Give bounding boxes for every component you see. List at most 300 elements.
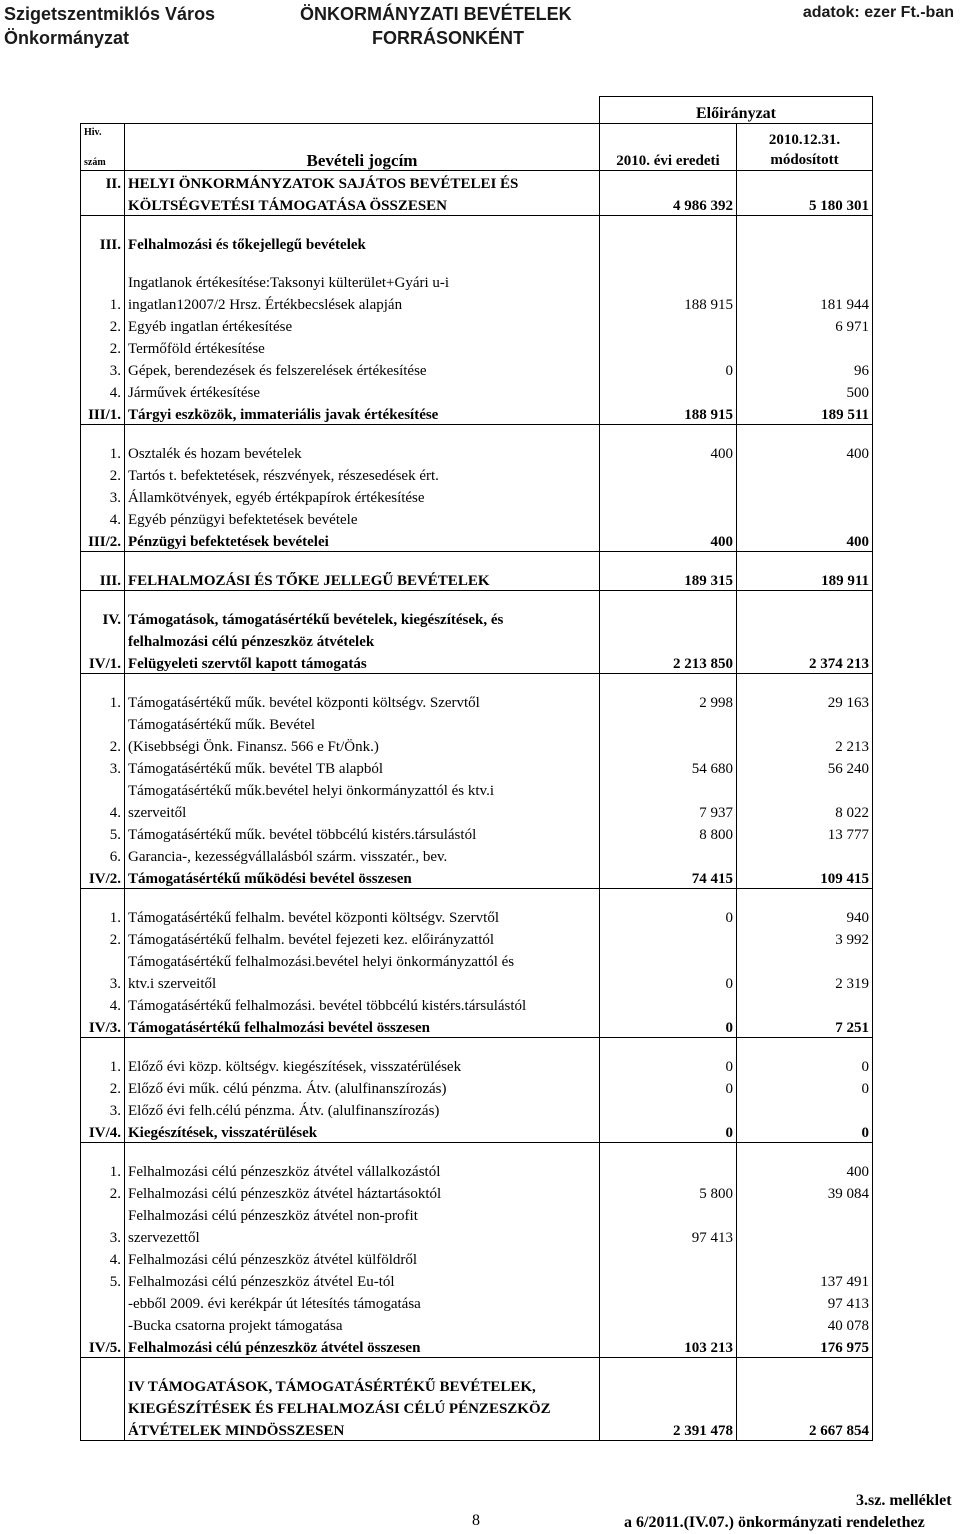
table-row [81, 485, 873, 507]
row-number: 3. [81, 971, 125, 993]
row-original [600, 1247, 737, 1269]
row-modified [737, 889, 873, 906]
table-row [81, 568, 873, 591]
table-row [81, 1358, 873, 1375]
revenue-table [80, 96, 873, 1441]
row-original [600, 1291, 737, 1313]
table-row [81, 844, 873, 866]
row-original [600, 1159, 737, 1181]
table-row [81, 1313, 873, 1335]
row-modified: 181 944 [737, 292, 873, 314]
row-label: Tartós t. befektetések, részvények, részesedések ért. [125, 463, 600, 485]
row-number [81, 674, 125, 691]
table-row [81, 441, 873, 463]
row-label: Előző évi közp. költségv. kiegészítések, visszatérülések [125, 1054, 600, 1076]
row-original: 7 937 [600, 800, 737, 822]
row-label: Felhalmozási célú pénzeszköz átvétel külföldről [125, 1247, 600, 1269]
row-modified [737, 778, 873, 800]
row-modified [737, 485, 873, 507]
row-label: -Bucka csatorna projekt támogatása [125, 1313, 600, 1335]
row-label: Felügyeleti szervtől kapott támogatás [125, 651, 600, 674]
row-original: 188 915 [600, 292, 737, 314]
row-label: Támogatásértékű műk. Bevétel [125, 712, 600, 734]
row-modified: 0 [737, 1120, 873, 1143]
row-modified [737, 1098, 873, 1120]
row-number: 4. [81, 380, 125, 402]
row-label: szervezettől [125, 1225, 600, 1247]
decree-label: a 6/2011.(IV.07.) önkormányzati rendelethez [624, 1514, 925, 1531]
row-label: Támogatásértékű felhalm. bevétel központi költségv. Szervtől [125, 905, 600, 927]
row-modified [737, 674, 873, 691]
table-row [81, 1120, 873, 1143]
row-label: Támogatásértékű felhalm. bevétel fejezeti kez. előirányzattól [125, 927, 600, 949]
row-label: Kiegészítések, visszatérülések [125, 1120, 600, 1143]
row-number: III/2. [81, 529, 125, 552]
row-modified [737, 270, 873, 292]
row-original [600, 1396, 737, 1418]
row-modified: 940 [737, 905, 873, 927]
row-number: IV/1. [81, 651, 125, 674]
row-original: 2 391 478 [600, 1418, 737, 1441]
row-label: HELYI ÖNKORMÁNYZATOK SAJÁTOS BEVÉTELEI ÉS [125, 171, 600, 194]
row-modified [737, 993, 873, 1015]
row-original [600, 949, 737, 971]
row-label: ÁTVÉTELEK MINDÖSSZESEN [125, 1418, 600, 1441]
table-row [81, 292, 873, 314]
table-row [81, 993, 873, 1015]
row-number: 3. [81, 358, 125, 380]
row-number: 4. [81, 993, 125, 1015]
row-number [81, 949, 125, 971]
table-row [81, 1418, 873, 1441]
row-label: KIEGÉSZÍTÉSEK ÉS FELHALMOZÁSI CÉLÚ PÉNZESZKÖZ [125, 1396, 600, 1418]
row-original [600, 889, 737, 906]
table-row [81, 1015, 873, 1038]
row-modified [737, 1374, 873, 1396]
row-number: IV/5. [81, 1335, 125, 1358]
table-row [81, 629, 873, 651]
row-number [81, 1313, 125, 1335]
row-label: Államkötvények, egyéb értékpapírok értékesítése [125, 485, 600, 507]
row-modified: 97 413 [737, 1291, 873, 1313]
row-modified: 8 022 [737, 800, 873, 822]
table-row [81, 1269, 873, 1291]
row-modified: 3 992 [737, 927, 873, 949]
row-original: 400 [600, 441, 737, 463]
row-number [81, 270, 125, 292]
row-original: 8 800 [600, 822, 737, 844]
row-modified: 400 [737, 441, 873, 463]
row-number: 2. [81, 927, 125, 949]
row-label: IV TÁMOGATÁSOK, TÁMOGATÁSÉRTÉKŰ BEVÉTELEK, [125, 1374, 600, 1396]
table-row [81, 552, 873, 569]
row-original: 54 680 [600, 756, 737, 778]
table-row [81, 270, 873, 292]
row-original: 0 [600, 358, 737, 380]
row-number: 3. [81, 1098, 125, 1120]
table-row [81, 927, 873, 949]
row-number [81, 1291, 125, 1313]
table-row [81, 358, 873, 380]
row-label: Támogatásértékű műk.bevétel helyi önkormányzattól és ktv.i [125, 778, 600, 800]
table-row [81, 591, 873, 608]
row-modified [737, 336, 873, 358]
row-label: Tárgyi eszközök, immateriális javak értékesítése [125, 402, 600, 425]
row-number [81, 591, 125, 608]
table-row [81, 314, 873, 336]
row-modified [737, 949, 873, 971]
hiv-header [81, 124, 125, 171]
row-original: 0 [600, 1015, 737, 1038]
row-original [600, 425, 737, 442]
row-modified [737, 171, 873, 194]
row-number: 6. [81, 844, 125, 866]
row-label: -ebből 2009. évi kerékpár út létesítés támogatása [125, 1291, 600, 1313]
row-original: 2 998 [600, 690, 737, 712]
table-row [81, 651, 873, 674]
row-label: felhalmozási célú pénzeszköz átvételek [125, 629, 600, 651]
row-modified [737, 425, 873, 442]
row-original: 0 [600, 1120, 737, 1143]
row-label [125, 254, 600, 270]
report-title [300, 2, 720, 50]
row-original [600, 485, 737, 507]
row-original: 400 [600, 529, 737, 552]
row-original [600, 607, 737, 629]
row-label [125, 216, 600, 233]
original-header: 2010. évi eredeti [600, 124, 737, 171]
row-number: III/1. [81, 402, 125, 425]
table-row [81, 1181, 873, 1203]
row-modified [737, 844, 873, 866]
row-modified: 137 491 [737, 1269, 873, 1291]
row-number [81, 216, 125, 233]
row-original: 0 [600, 1076, 737, 1098]
row-modified [737, 216, 873, 233]
table-row [81, 529, 873, 552]
row-number [81, 1203, 125, 1225]
row-original: 0 [600, 905, 737, 927]
row-original [600, 1203, 737, 1225]
row-label [125, 425, 600, 442]
table-row [81, 1054, 873, 1076]
table-row [81, 607, 873, 629]
page-number: 8 [472, 1512, 480, 1529]
row-label: Felhalmozási célú pénzeszköz átvétel összesen [125, 1335, 600, 1358]
row-label: Támogatásértékű működési bevétel összesen [125, 866, 600, 889]
row-original: 5 800 [600, 1181, 737, 1203]
row-label [125, 1143, 600, 1160]
row-modified: 0 [737, 1054, 873, 1076]
table-row [81, 232, 873, 254]
row-label: Felhalmozási célú pénzeszköz átvétel non-profit [125, 1203, 600, 1225]
row-modified [737, 629, 873, 651]
table-row [81, 1143, 873, 1160]
row-modified: 189 911 [737, 568, 873, 591]
row-original [600, 1143, 737, 1160]
row-label: Pénzügyi befektetések bevételei [125, 529, 600, 552]
row-number [81, 889, 125, 906]
row-original [600, 336, 737, 358]
table-row [81, 254, 873, 270]
row-number: 1. [81, 441, 125, 463]
table-row [81, 402, 873, 425]
row-number: IV/4. [81, 1120, 125, 1143]
row-label: ingatlan12007/2 Hrsz. Értékbecslések alapján [125, 292, 600, 314]
row-number [81, 552, 125, 569]
table-row [81, 822, 873, 844]
row-number: II. [81, 171, 125, 194]
row-label: Támogatásértékű felhalmozási.bevétel helyi önkormányzattól és [125, 949, 600, 971]
units-note: adatok: ezer Ft.-ban [802, 4, 954, 21]
table-row [81, 1098, 873, 1120]
row-label: Támogatásértékű műk. bevétel többcélú kistérs.társulástól [125, 822, 600, 844]
row-number: 5. [81, 822, 125, 844]
row-label: Járművek értékesítése [125, 380, 600, 402]
row-modified: 13 777 [737, 822, 873, 844]
table-row [81, 1335, 873, 1358]
table-row [81, 336, 873, 358]
row-number [81, 629, 125, 651]
table-row [81, 1038, 873, 1055]
table-row [81, 171, 873, 194]
row-label: Egyéb pénzügyi befektetések bevétele [125, 507, 600, 529]
row-original [600, 314, 737, 336]
table-row [81, 778, 873, 800]
row-label: szerveitől [125, 800, 600, 822]
table-row [81, 1225, 873, 1247]
row-number [81, 1418, 125, 1441]
row-number [81, 1358, 125, 1375]
row-original [600, 1038, 737, 1055]
table-body [81, 171, 873, 1441]
row-label: Felhalmozási célú pénzeszköz átvétel háztartásoktól [125, 1181, 600, 1203]
row-original: 97 413 [600, 1225, 737, 1247]
row-number: 4. [81, 507, 125, 529]
row-modified [737, 1247, 873, 1269]
org-name-line1: Szigetszentmiklós Város [4, 4, 216, 24]
row-modified: 176 975 [737, 1335, 873, 1358]
row-modified: 109 415 [737, 866, 873, 889]
table-row [81, 756, 873, 778]
table-row [81, 1291, 873, 1313]
table-row [81, 193, 873, 216]
hiv-header-line1: Hiv. [84, 127, 102, 138]
row-modified [737, 607, 873, 629]
annex-label: 3.sz. melléklet [856, 1492, 952, 1509]
row-number: 1. [81, 1159, 125, 1181]
row-number [81, 712, 125, 734]
row-original: 4 986 392 [600, 193, 737, 216]
row-number: 3. [81, 756, 125, 778]
row-number: III. [81, 232, 125, 254]
row-label: Ingatlanok értékesítése:Taksonyi külterület+Gyári u-i [125, 270, 600, 292]
row-original: 74 415 [600, 866, 737, 889]
row-label: Gépek, berendezések és felszerelések értékesítése [125, 358, 600, 380]
table-row [81, 866, 873, 889]
row-original [600, 591, 737, 608]
org-name-line2: Önkormányzat [4, 28, 130, 48]
row-number: 2. [81, 314, 125, 336]
row-original [600, 844, 737, 866]
row-original [600, 629, 737, 651]
row-label [125, 552, 600, 569]
row-number [81, 1143, 125, 1160]
row-number: 1. [81, 1054, 125, 1076]
row-number: 3. [81, 485, 125, 507]
row-modified: 96 [737, 358, 873, 380]
row-label: Osztalék és hozam bevételek [125, 441, 600, 463]
row-original [600, 993, 737, 1015]
row-number: 2. [81, 1181, 125, 1203]
jogcim-header: Bevételi jogcím [125, 124, 600, 171]
row-original [600, 1358, 737, 1375]
row-modified [737, 1143, 873, 1160]
row-number [81, 1374, 125, 1396]
row-modified [737, 232, 873, 254]
row-number: III. [81, 568, 125, 591]
row-label [125, 889, 600, 906]
row-original [600, 552, 737, 569]
row-number: 2. [81, 336, 125, 358]
row-label [125, 1038, 600, 1055]
row-original [600, 1313, 737, 1335]
row-modified [737, 1225, 873, 1247]
modified-header [737, 124, 873, 171]
row-number [81, 778, 125, 800]
row-original [600, 712, 737, 734]
hiv-header-line2: szám [84, 157, 106, 168]
row-original [600, 254, 737, 270]
row-modified [737, 1038, 873, 1055]
table-row [81, 507, 873, 529]
row-modified: 189 511 [737, 402, 873, 425]
row-original: 0 [600, 971, 737, 993]
row-label: ktv.i szerveitől [125, 971, 600, 993]
row-number: IV/3. [81, 1015, 125, 1038]
table-row [81, 889, 873, 906]
row-label: Előző évi műk. célú pénzma. Átv. (alulfinanszírozás) [125, 1076, 600, 1098]
modified-header-line1: 2010.12.31. [768, 132, 841, 148]
row-number: IV. [81, 607, 125, 629]
org-name [4, 2, 215, 50]
modified-header-line2: módosított [770, 152, 839, 168]
table-row [81, 674, 873, 691]
row-modified [737, 1358, 873, 1375]
row-label: KÖLTSÉGVETÉSI TÁMOGATÁSA ÖSSZESEN [125, 193, 600, 216]
row-modified: 2 213 [737, 734, 873, 756]
row-original: 0 [600, 1054, 737, 1076]
row-original [600, 734, 737, 756]
row-modified [737, 463, 873, 485]
row-modified [737, 254, 873, 270]
row-label [125, 1358, 600, 1375]
row-number: 4. [81, 1247, 125, 1269]
table-row [81, 1076, 873, 1098]
row-original [600, 270, 737, 292]
row-label: Támogatásértékű műk. bevétel központi költségv. Szervtől [125, 690, 600, 712]
row-original: 2 213 850 [600, 651, 737, 674]
row-label: Felhalmozási és tőkejellegű bevételek [125, 232, 600, 254]
row-label: Támogatásértékű felhalmozási. bevétel többcélú kistérs.társulástól [125, 993, 600, 1015]
row-original [600, 463, 737, 485]
row-modified [737, 552, 873, 569]
row-label: Garancia-, kezességvállalásból szárm. visszatér., bev. [125, 844, 600, 866]
table-row [81, 971, 873, 993]
row-original: 103 213 [600, 1335, 737, 1358]
row-original [600, 1269, 737, 1291]
row-number: 2. [81, 463, 125, 485]
row-original [600, 1098, 737, 1120]
row-modified: 40 078 [737, 1313, 873, 1335]
row-number: 1. [81, 905, 125, 927]
row-number: 2. [81, 1076, 125, 1098]
row-number: 3. [81, 1225, 125, 1247]
row-label: Előző évi felh.célú pénzma. Átv. (alulfinanszírozás) [125, 1098, 600, 1120]
table-row [81, 425, 873, 442]
report-title-line2: FORRÁSONKÉNT [372, 28, 524, 48]
table-row [81, 690, 873, 712]
row-modified [737, 1203, 873, 1225]
row-modified: 7 251 [737, 1015, 873, 1038]
row-label: Egyéb ingatlan értékesítése [125, 314, 600, 336]
row-label: Támogatásértékű műk. bevétel TB alapból [125, 756, 600, 778]
row-label: (Kisebbségi Önk. Finansz. 566 e Ft/Önk.) [125, 734, 600, 756]
row-number: 4. [81, 800, 125, 822]
row-number [81, 425, 125, 442]
row-modified [737, 1396, 873, 1418]
table-row [81, 905, 873, 927]
table-row [81, 800, 873, 822]
row-label: Támogatásértékű felhalmozási bevétel összesen [125, 1015, 600, 1038]
row-number [81, 254, 125, 270]
row-original [600, 507, 737, 529]
row-original [600, 927, 737, 949]
table-row [81, 463, 873, 485]
row-modified [737, 591, 873, 608]
row-modified [737, 507, 873, 529]
row-original [600, 232, 737, 254]
row-modified: 6 971 [737, 314, 873, 336]
row-number [81, 1396, 125, 1418]
report-title-line1: ÖNKORMÁNYZATI BEVÉTELEK [300, 4, 572, 24]
row-modified: 56 240 [737, 756, 873, 778]
table-row [81, 1396, 873, 1418]
row-modified: 400 [737, 529, 873, 552]
row-modified: 29 163 [737, 690, 873, 712]
row-number: 1. [81, 292, 125, 314]
row-number: 5. [81, 1269, 125, 1291]
table-row [81, 1247, 873, 1269]
row-number: 1. [81, 690, 125, 712]
row-modified: 5 180 301 [737, 193, 873, 216]
row-modified: 2 374 213 [737, 651, 873, 674]
row-number: 2. [81, 734, 125, 756]
row-original: 188 915 [600, 402, 737, 425]
table-row [81, 949, 873, 971]
table-row [81, 712, 873, 734]
table-row [81, 1374, 873, 1396]
row-modified: 2 319 [737, 971, 873, 993]
row-modified: 39 084 [737, 1181, 873, 1203]
table-row [81, 216, 873, 233]
table-row [81, 734, 873, 756]
row-label: FELHALMOZÁSI ÉS TŐKE JELLEGŰ BEVÉTELEK [125, 568, 600, 591]
row-original [600, 674, 737, 691]
row-original [600, 216, 737, 233]
row-modified: 2 667 854 [737, 1418, 873, 1441]
forecast-group-header: Előirányzat [600, 97, 873, 124]
